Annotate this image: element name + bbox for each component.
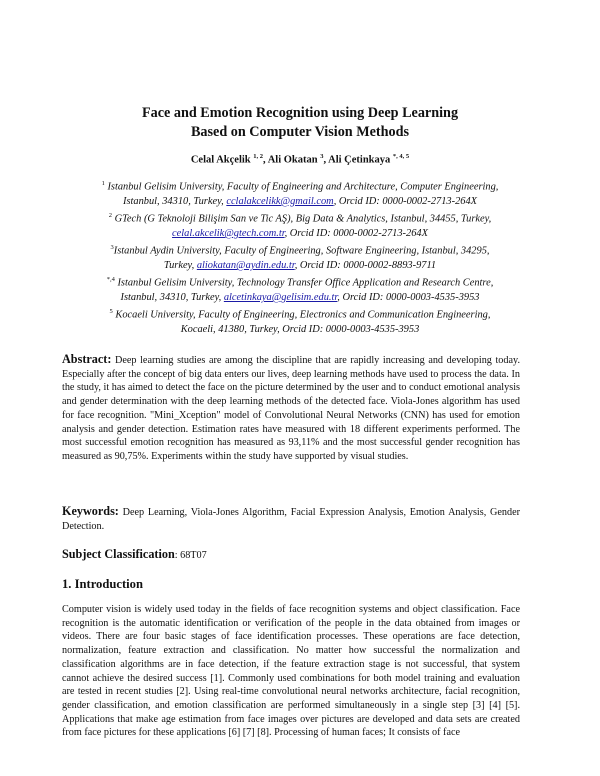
author-name: Ali Çetinkaya — [328, 154, 391, 166]
affiliation-line: Istanbul, 34310, Turkey, — [122, 195, 224, 207]
affiliation-line: Istanbul, 34310, Turkey, — [120, 291, 222, 303]
affiliation-mark: *,4 — [106, 276, 115, 284]
keywords-label: Keywords: — [62, 504, 119, 518]
section-heading: 1. Introduction — [62, 577, 143, 591]
affiliation-orcid: , Orcid ID: 0000-0002-8893-9711 — [294, 259, 437, 271]
email-link[interactable]: cclalakcelikk@gmail.com — [226, 195, 334, 207]
keywords-text: Deep Learning, Viola-Jones Algorithm, Facial Expression Analysis, Emotion Analysis, Gender Detection. — [62, 507, 520, 532]
affiliation-mark: 1 — [101, 180, 105, 187]
affiliation-line: Kocaeli, 41380, Turkey, Orcid ID: 0000-0003-4535-3953 — [180, 324, 420, 336]
author-name: Ali Okatan — [267, 154, 318, 166]
author-affil-ref: 1, 2 — [253, 153, 264, 160]
affiliation — [60, 241, 540, 273]
affiliation — [60, 305, 540, 337]
abstract-text: Deep learning studies are among the discipline that are rapidly increasing and developing today. Especially after the concept of big data enters our lives, deep learning methods have used to process the data. In the study, it has aimed to detect the face on the picture determined by the user and to conduct emotional analysis and gender determination with the deep learning methods of the detected face. Viola-Jones algorithm has used for face recognition. "Mini_Xception" model of Convolutional Neural Networks (CNN) has used for emotion analysis and gender detection. Estimation rates have measured with 18 different experiments performed. The most successful emotion recognition has measured as 93,11% and the most successful gender recognition has measured as 90,75%. Experiments within the study have supported by visual studies. — [62, 355, 520, 462]
affiliation — [60, 209, 540, 241]
affiliation-line: Turkey, — [163, 259, 195, 271]
affiliation-mark: 2 — [108, 212, 112, 220]
email-link[interactable]: aliokatan@aydin.edu.tr — [196, 259, 295, 271]
email-link[interactable]: alcetinkaya@gelisim.edu.tr — [223, 291, 338, 303]
subject-code: : 68T07 — [174, 550, 207, 561]
affiliation-line: Kocaeli University, Faculty of Engineering, Electronics and Communication Engineering, — [115, 309, 491, 321]
abstract — [62, 353, 520, 464]
subject-classification — [62, 547, 520, 563]
affiliation-line: Istanbul Aydin University, Faculty of Engineering, Software Engineering, Istanbul, 34295, — [113, 245, 490, 257]
author-name: Celal Akçelik — [190, 154, 251, 166]
title-line-1: Face and Emotion Recognition using Deep Learning — [141, 105, 459, 121]
author-affil-ref: 3 — [320, 153, 324, 160]
affiliation-orcid: , Orcid ID: 0000-0003-4535-3953 — [337, 291, 480, 303]
affiliation-line: Istanbul Gelisim University, Faculty of Engineering and Architecture, Computer Engineering, — [107, 181, 499, 193]
affiliation-orcid: , Orcid ID: 0000-0002-2713-264X — [333, 195, 478, 207]
affiliation — [60, 273, 540, 305]
affiliation-mark: 5 — [109, 308, 113, 316]
affiliation-mark: 3 — [110, 244, 114, 252]
author-separator: , — [323, 154, 327, 166]
subject-label: Subject Classification — [62, 547, 175, 561]
keywords — [62, 505, 520, 533]
email-link[interactable]: celal.akcelik@gtech.com.tr — [172, 227, 285, 239]
affiliation-line: GTech (G Teknoloji Bilişim San ve Tic AŞ), Big Data & Analytics, Istanbul, 34455, Turkey, — [114, 213, 492, 225]
title-line-2: Based on Computer Vision Methods — [190, 124, 410, 140]
affiliation-line: Istanbul Gelisim University, Technology Transfer Office Application and Research Centre, — [117, 277, 494, 289]
affiliation — [60, 177, 540, 209]
abstract-label: Abstract: — [62, 352, 112, 366]
section-body — [62, 603, 520, 740]
affiliation-orcid: , Orcid ID: 0000-0002-2713-264X — [284, 227, 428, 239]
affiliation-list — [60, 177, 540, 337]
author-affil-ref: *, 4, 5 — [392, 153, 410, 160]
paper-title — [0, 104, 600, 142]
author-separator: , — [263, 154, 266, 166]
introduction-paragraph: Computer vision is widely used today in the fields of face recognition systems and object classification. Face recognition is the automatic identification or verification of the people in the data obtained from images or videos. There are four basic stages of face identification processes. These operations are face detection, normalization, feature extraction and classification. No matter how successful the normalization and classification algorithms are in face detection, if the feature extraction stage is not successful, that system cannot achieve the desired success [1]. Commonly used combinations for both model training and evaluation are tested in recent studies [2]. Using real-time convolutional neural networks architecture, facial recognition, gender classification, and emotion classification are performed simultaneously in a single step [3] [4] [5]. Applications that make age estimation from face images over pictures are developed and data sets are created from face pictures for these applications [6] [7] [8]. Processing of human faces; It consists of face — [62, 604, 520, 739]
author-list — [0, 150, 600, 168]
